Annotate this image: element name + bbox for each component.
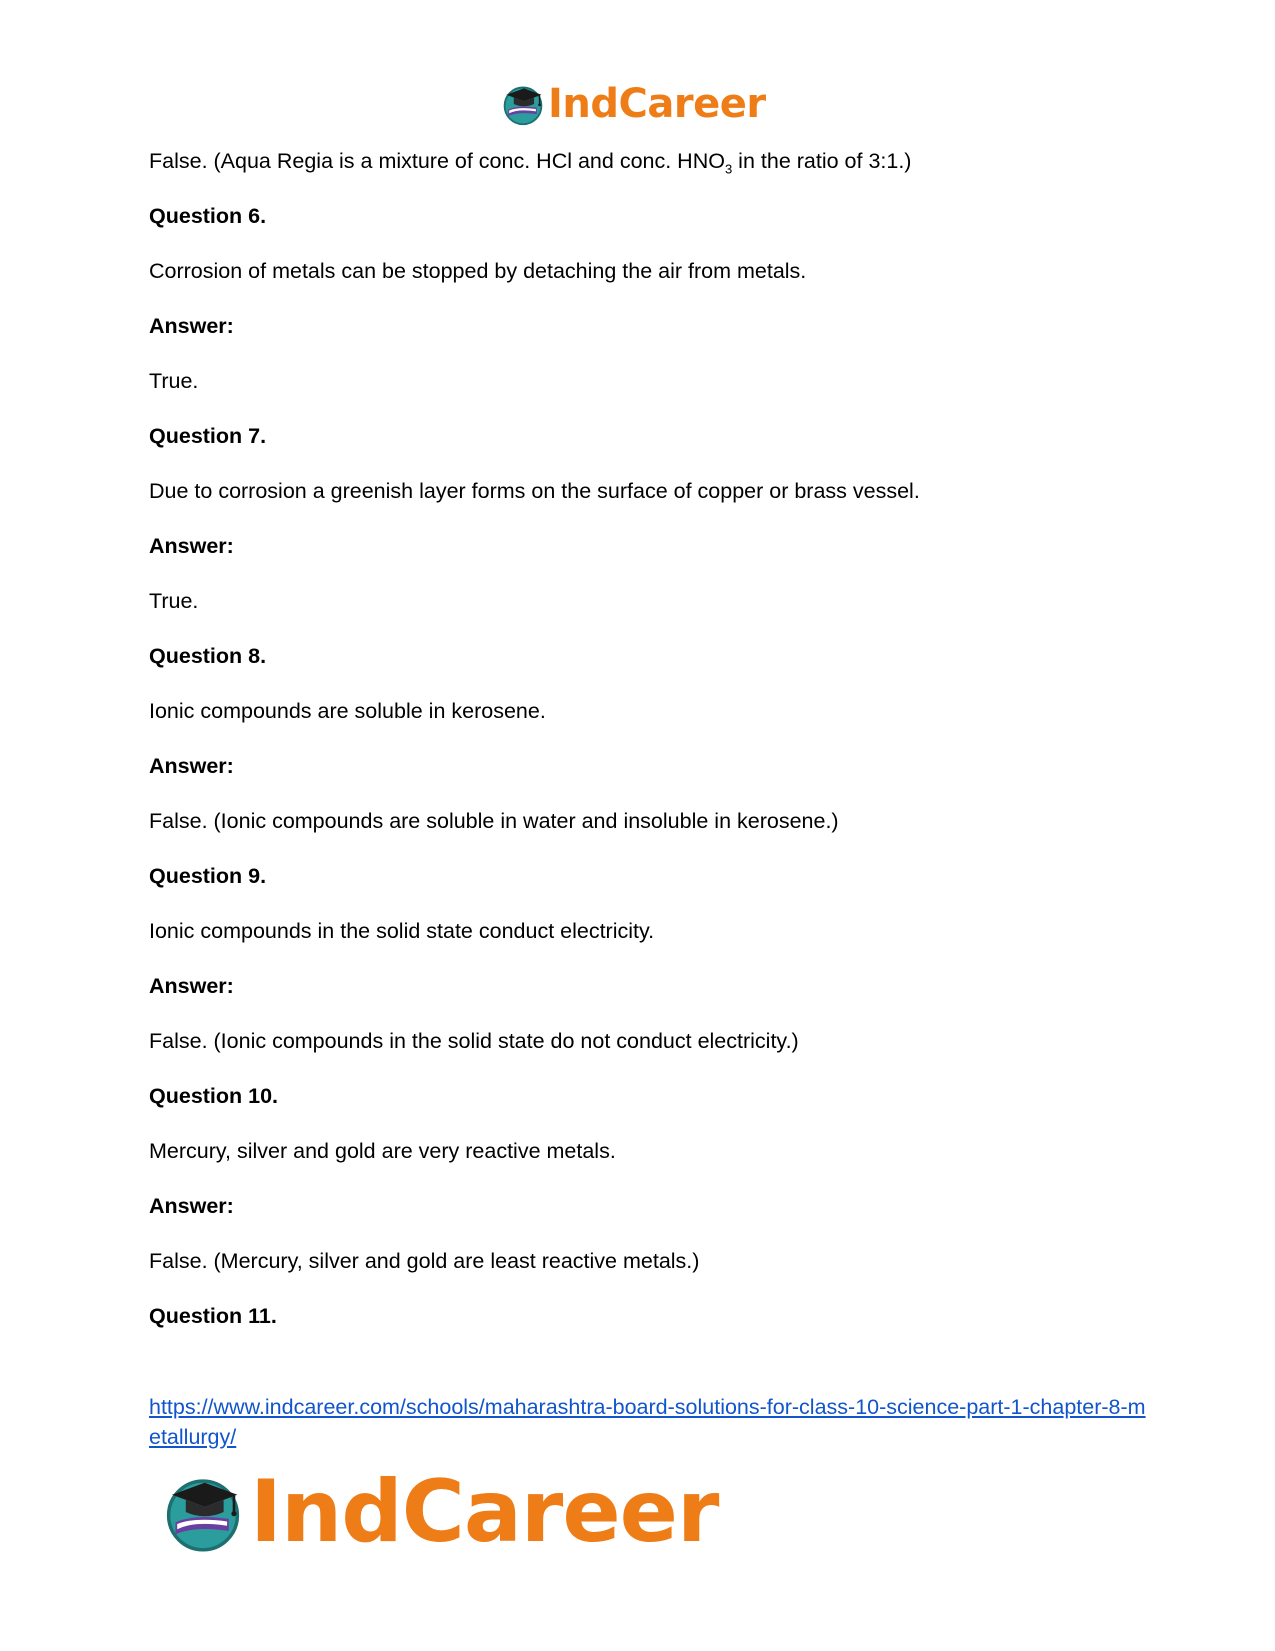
answer-text: True. <box>149 589 199 613</box>
answer-label: Answer: <box>149 754 234 778</box>
intro-answer-text <box>149 148 1149 203</box>
answer-label: Answer: <box>149 974 234 998</box>
question-text: Mercury, silver and gold are very reactive metals. <box>149 1139 616 1163</box>
question-text: Due to corrosion a greenish layer forms on the surface of copper or brass vessel. <box>149 479 920 503</box>
question-label: Question 6. <box>149 204 267 228</box>
intro-answer-part-1: False. (Aqua Regia is a mixture of conc. HCl and conc. HNO <box>149 149 725 173</box>
answer-text: False. (Ionic compounds are soluble in water and insoluble in kerosene.) <box>149 809 839 833</box>
intro-answer-subscript: 3 <box>724 161 733 177</box>
question-label: Question 7. <box>149 424 267 448</box>
graduation-cap-book-globe-icon <box>160 1469 246 1555</box>
document-body <box>149 148 1149 1358</box>
question-text: Ionic compounds are soluble in kerosene. <box>149 699 546 723</box>
graduation-cap-book-globe-icon <box>500 81 546 127</box>
question-text: Corrosion of metals can be stopped by detaching the air from metals. <box>149 259 807 283</box>
answer-text: False. (Ionic compounds in the solid state do not conduct electricity.) <box>149 1029 799 1053</box>
answer-text: True. <box>149 369 199 393</box>
answer-label: Answer: <box>149 1194 234 1218</box>
last-question-label: Question 11. <box>149 1304 277 1328</box>
answer-label: Answer: <box>149 534 234 558</box>
header-logo <box>500 80 766 128</box>
footer-logo <box>160 1462 718 1562</box>
question-label: Question 9. <box>149 864 267 888</box>
answer-label: Answer: <box>149 314 234 338</box>
answer-text: False. (Mercury, silver and gold are least reactive metals.) <box>149 1249 700 1273</box>
header-logo-text: IndCareer <box>548 81 766 127</box>
question-text: Ionic compounds in the solid state conduct electricity. <box>149 919 655 943</box>
source-link[interactable]: https://www.indcareer.com/schools/maharashtra-board-solutions-for-class-10-science-part-1-chapter-8-metallurgy/ <box>149 1395 1146 1449</box>
question-label: Question 8. <box>149 644 267 668</box>
question-label: Question 10. <box>149 1084 279 1108</box>
intro-answer-part-2: in the ratio of 3:1.) <box>732 149 912 173</box>
footer-logo-text: IndCareer <box>250 1462 719 1562</box>
